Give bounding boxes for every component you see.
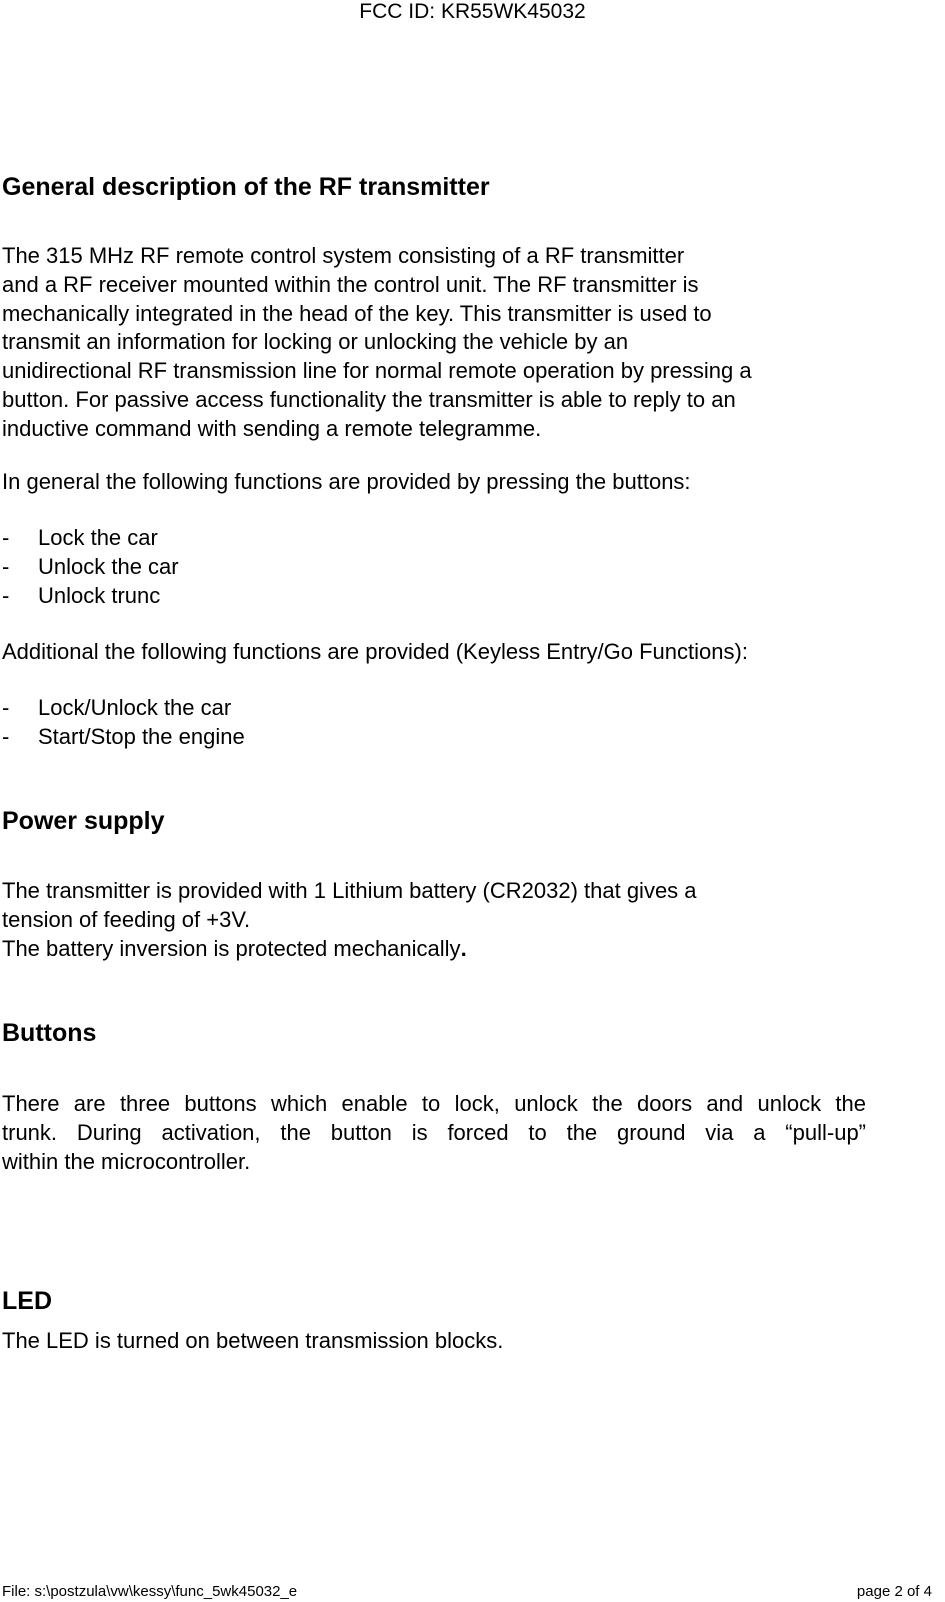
footer-page-number: page 2 of 4	[856, 1583, 932, 1600]
dash-bullet: -	[2, 553, 10, 579]
section-title-power-supply: Power supply	[2, 807, 165, 835]
list-item	[2, 553, 179, 582]
dash-bullet: -	[2, 695, 10, 720]
paragraph-text: The battery inversion is protected mechanically	[2, 935, 461, 961]
paragraph-line: button. For passive access functionality the transmitter is able to reply to an	[2, 386, 736, 412]
footer-file-path: File: s:\postzula\vw\kessy\func_5wk45032_e	[2, 1583, 298, 1600]
led-paragraph	[2, 1327, 872, 1356]
paragraph-line: Additional the following functions are provided (Keyless Entry/Go Functions):	[2, 639, 748, 664]
list-item	[2, 723, 245, 752]
dash-bullet: -	[2, 723, 10, 749]
buttons-functions-list	[2, 524, 179, 610]
dash-bullet: -	[2, 582, 10, 608]
paragraph-line: transmit an information for locking or unlocking the vehicle by an	[2, 329, 629, 355]
list-item	[2, 694, 245, 723]
paragraph-line: The LED is turned on between transmission blocks.	[2, 1328, 504, 1353]
list-item	[2, 582, 179, 611]
section-title-led: LED	[2, 1287, 52, 1315]
section-title-rf-transmitter: General description of the RF transmitter	[2, 173, 490, 201]
dash-bullet: -	[2, 525, 10, 550]
paragraph-line: In general the following functions are provided by pressing the buttons:	[2, 469, 691, 494]
bold-period: .	[460, 935, 467, 961]
fcc-id-header: FCC ID: KR55WK45032	[359, 0, 586, 23]
paragraph-line: unidirectional RF transmission line for normal remote operation by pressing a	[2, 358, 752, 384]
paragraph-line: The 315 MHz RF remote control system consisting of a RF transmitter	[2, 243, 685, 268]
paragraph-line: inductive command with sending a remote telegramme.	[2, 415, 542, 441]
list-item-text: Lock/Unlock the car	[38, 695, 232, 720]
keyless-functions-intro	[2, 638, 872, 667]
rf-description-paragraph	[2, 242, 872, 444]
list-item-text: Unlock the car	[38, 553, 179, 579]
paragraph-line: tension of feeding of +3V.	[2, 906, 251, 932]
buttons-paragraph	[2, 1090, 872, 1176]
paragraph-line: trunk. During activation, the button is forced to the ground via a “pull-up”	[2, 1119, 866, 1145]
paragraph-line	[2, 935, 872, 964]
paragraph-line: mechanically integrated in the head of the key. This transmitter is used to	[2, 300, 712, 326]
paragraph-line: within the microcontroller.	[2, 1148, 251, 1174]
list-item-text: Unlock trunc	[38, 582, 161, 608]
paragraph-line: The transmitter is provided with 1 Lithium battery (CR2032) that gives a	[2, 878, 697, 903]
list-item	[2, 524, 179, 553]
paragraph-line: and a RF receiver mounted within the control unit. The RF transmitter is	[2, 271, 699, 297]
paragraph-line: There are three buttons which enable to lock, unlock the doors and unlock the	[2, 1091, 866, 1116]
buttons-functions-intro	[2, 468, 872, 497]
section-title-buttons: Buttons	[2, 1019, 97, 1047]
power-supply-paragraph	[2, 877, 872, 963]
keyless-functions-list	[2, 694, 245, 752]
list-item-text: Start/Stop the engine	[38, 723, 245, 749]
list-item-text: Lock the car	[38, 525, 158, 550]
